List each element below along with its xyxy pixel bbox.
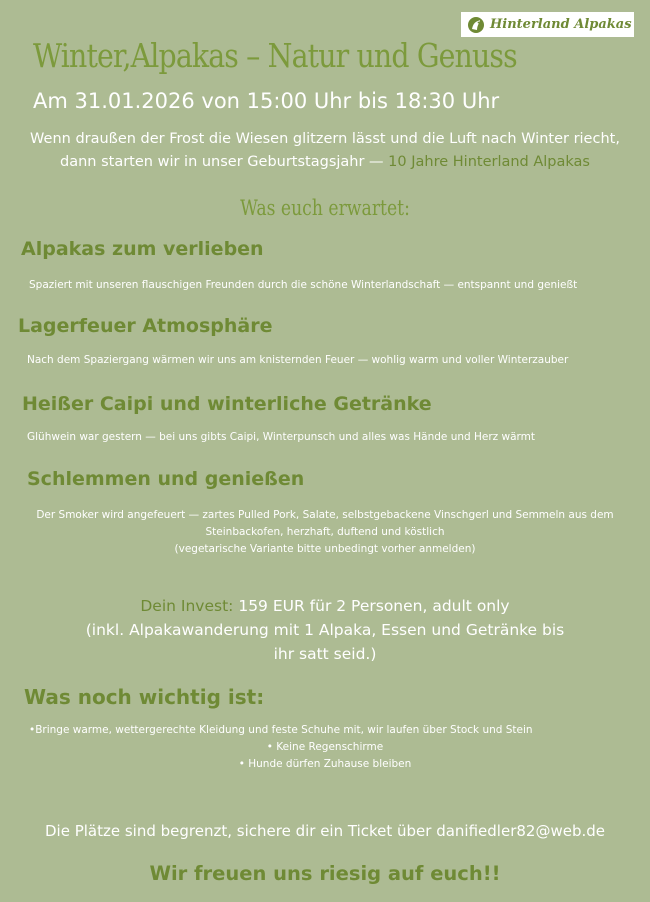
ticket-info: Die Plätze sind begrenzt, sichere dir ein Ticket über danifiedler82@web.de bbox=[45, 822, 605, 840]
section-text-schlemmen bbox=[0, 507, 650, 558]
page-title: Winter,Alpakas – Natur und Genuss bbox=[33, 36, 517, 75]
invest-price: 159 EUR für 2 Personen, adult only bbox=[238, 597, 510, 615]
important-item-1: •Bringe warme, wettergerechte Kleidung und feste Schuhe mit, wir laufen über Stock und Stein bbox=[29, 724, 533, 736]
important-heading: Was noch wichtig ist: bbox=[24, 685, 265, 709]
intro-line-2 bbox=[0, 151, 650, 174]
event-date: Am 31.01.2026 von 15:00 Uhr bis 18:30 Uhr bbox=[33, 89, 500, 113]
logo bbox=[461, 12, 634, 37]
closing-line: Wir freuen uns riesig auf euch!! bbox=[149, 862, 501, 885]
intro-line-2-text: dann starten wir in unser Geburtstagsjahr — bbox=[60, 154, 384, 170]
intro-line-1: Wenn draußen der Frost die Wiesen glitzern lässt und die Luft nach Winter riecht, bbox=[30, 131, 620, 147]
anniversary-highlight: 10 Jahre Hinterland Alpakas bbox=[388, 154, 590, 170]
invest-label: Dein Invest: bbox=[140, 597, 234, 615]
schlemmen-line-3: (vegetarische Variante bitte unbedingt vorher anmelden) bbox=[174, 543, 476, 555]
section-text-getraenke: Glühwein war gestern — bei uns gibts Caipi, Winterpunsch und alles was Hände und Herz wärmt bbox=[27, 431, 536, 443]
logo-text: Hinterland Alpakas bbox=[490, 17, 632, 32]
schlemmen-line-1: Der Smoker wird angefeuert — zartes Pulled Pork, Salate, selbstgebackene Vinschgerl und Semmeln aus dem bbox=[36, 509, 614, 521]
invest-line-2: (inkl. Alpakawanderung mit 1 Alpaka, Essen und Getränke bis bbox=[85, 621, 565, 639]
section-heading-lagerfeuer: Lagerfeuer Atmosphäre bbox=[18, 315, 273, 337]
expect-heading: Was euch erwartet: bbox=[240, 196, 410, 220]
schlemmen-line-2: Steinbackofen, herzhaft, duftend und köstlich bbox=[205, 526, 445, 538]
section-heading-alpakas: Alpakas zum verlieben bbox=[21, 238, 264, 260]
important-item-3: • Hunde dürfen Zuhause bleiben bbox=[238, 758, 412, 770]
intro-text bbox=[0, 128, 650, 174]
invest-line-3: ihr satt seid.) bbox=[273, 645, 377, 663]
important-item-2: • Keine Regenschirme bbox=[266, 741, 384, 753]
section-heading-getraenke: Heißer Caipi und winterliche Getränke bbox=[22, 393, 432, 415]
invest-block bbox=[0, 594, 650, 666]
section-text-alpakas: Spaziert mit unseren flauschigen Freunden durch die schöne Winterlandschaft — entspannt und genießt bbox=[29, 279, 578, 291]
invest-line-1 bbox=[0, 594, 650, 618]
alpaca-head-icon bbox=[466, 16, 486, 34]
section-text-lagerfeuer: Nach dem Spaziergang wärmen wir uns am knisternden Feuer — wohlig warm und voller Winterzauber bbox=[27, 354, 569, 366]
section-heading-schlemmen: Schlemmen und genießen bbox=[27, 468, 305, 490]
